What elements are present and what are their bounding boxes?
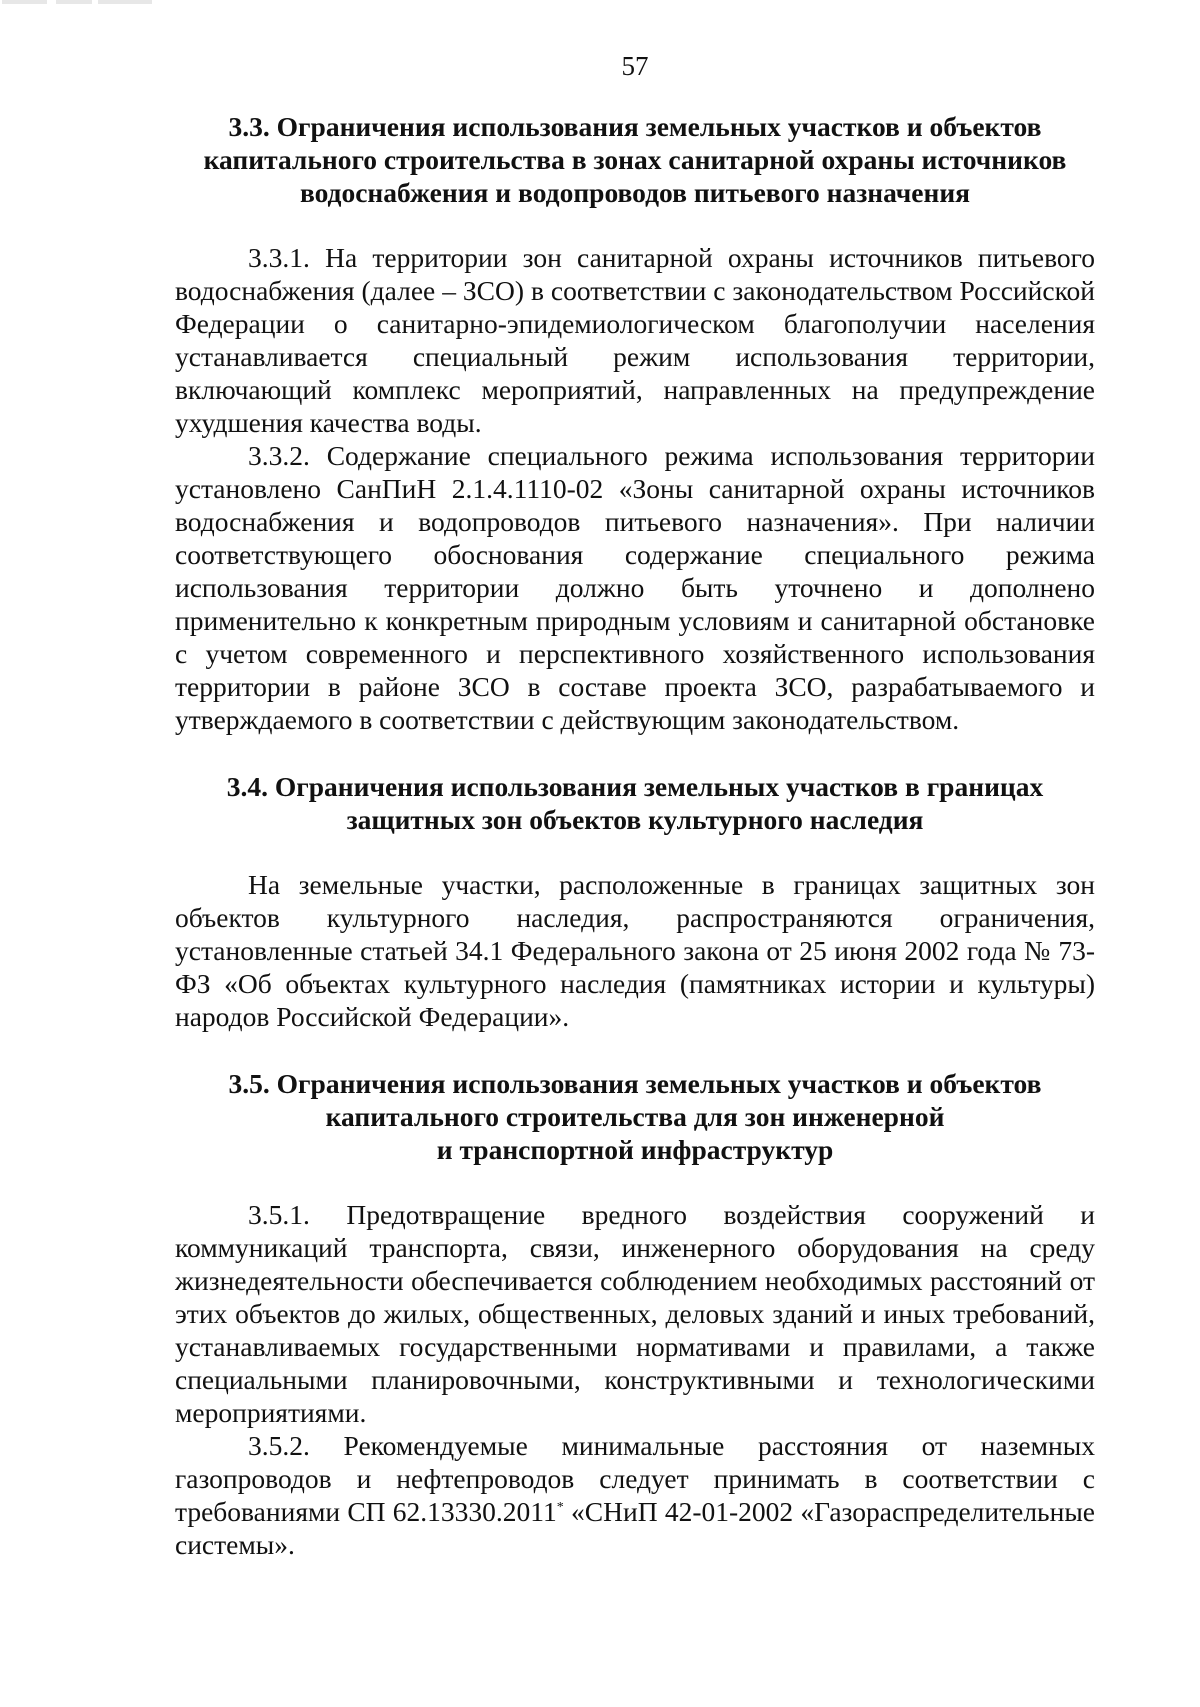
- heading-line: 3.5. Ограничения использования земельных участков и объектов: [228, 1068, 1042, 1099]
- paragraph-3-5-1: 3.5.1. Предотвращение вредного воздействия сооружений и коммуникаций транспорта, связи, инженерного оборудования на среду жизнедеятельности обеспечивается соблюдением необходимых расстояний от этих объектов до жилых, общественных, деловых зданий и иных требований, устанавливаемых государственными нормативами и правилами, а также специальными планировочными, конструктивными и технологическими мероприятиями.: [175, 1199, 1095, 1428]
- section-3-4-heading: [175, 770, 1095, 836]
- paragraph-3-3-2: 3.3.2. Содержание специального режима использования территории установлено СанПиН 2.1.4.1110-02 «Зоны санитарной охраны источников водоснабжения и водопроводов питьевого назначения». При наличии соответствующего обоснования содержание специального режима использования территории должно быть уточнено и дополнено применительно к конкретным природным условиям и санитарной обстановке с учетом современного и перспективного хозяйственного использования территории в районе ЗСО в составе проекта ЗСО, разрабатываемого и утверждаемого в соответствии с действующим законодательством.: [175, 440, 1095, 735]
- document-body: [175, 110, 1095, 1561]
- heading-line: капитального строительства для зон инженерной: [325, 1101, 945, 1132]
- footnote-marker: *: [556, 1499, 564, 1515]
- heading-line: и транспортной инфраструктур: [436, 1134, 834, 1165]
- paragraph-3-5-2-text-end: «СНиП 42-01-2002 «Газораспределительные системы».: [175, 1496, 1096, 1560]
- heading-line: защитных зон объектов культурного наследия: [346, 804, 924, 835]
- heading-line: 3.3. Ограничения использования земельных участков и объектов: [228, 111, 1042, 142]
- paragraph-3-5-2: [175, 1429, 1095, 1561]
- scan-artifact: [2, 0, 152, 4]
- heading-line: 3.4. Ограничения использования земельных участков в границах: [226, 771, 1044, 802]
- heading-line: водоснабжения и водопроводов питьевого назначения: [299, 177, 971, 208]
- paragraph-3-3-1: 3.3.1. На территории зон санитарной охраны источников питьевого водоснабжения (далее – ЗСО) в соответствии с законодательством Российской Федерации о санитарно-эпидемиологическом благополучии населения устанавливается специальный режим использования территории, включающий комплекс мероприятий, направленных на предупреждение ухудшения качества воды.: [175, 242, 1095, 438]
- paragraph-3-4: На земельные участки, расположенные в границах защитных зон объектов культурного наследия, распространяются ограничения, установленные статьей 34.1 Федерального закона от 25 июня 2002 года № 73-ФЗ «Об объектах культурного наследия (памятниках истории и культуры) народов Российской Федерации».: [175, 869, 1095, 1032]
- heading-line: капитального строительства в зонах санитарной охраны источников: [203, 144, 1067, 175]
- paragraph-3-5-2-text: 3.5.2. Рекомендуемые минимальные расстояния от наземных газопроводов и нефтепроводов следует принимать в соответствии с требованиями СП 62.13330.2011: [175, 1430, 1095, 1527]
- page-number: 57: [621, 51, 649, 81]
- section-3-5-heading: [175, 1067, 1095, 1166]
- section-3-3-heading: [175, 110, 1095, 209]
